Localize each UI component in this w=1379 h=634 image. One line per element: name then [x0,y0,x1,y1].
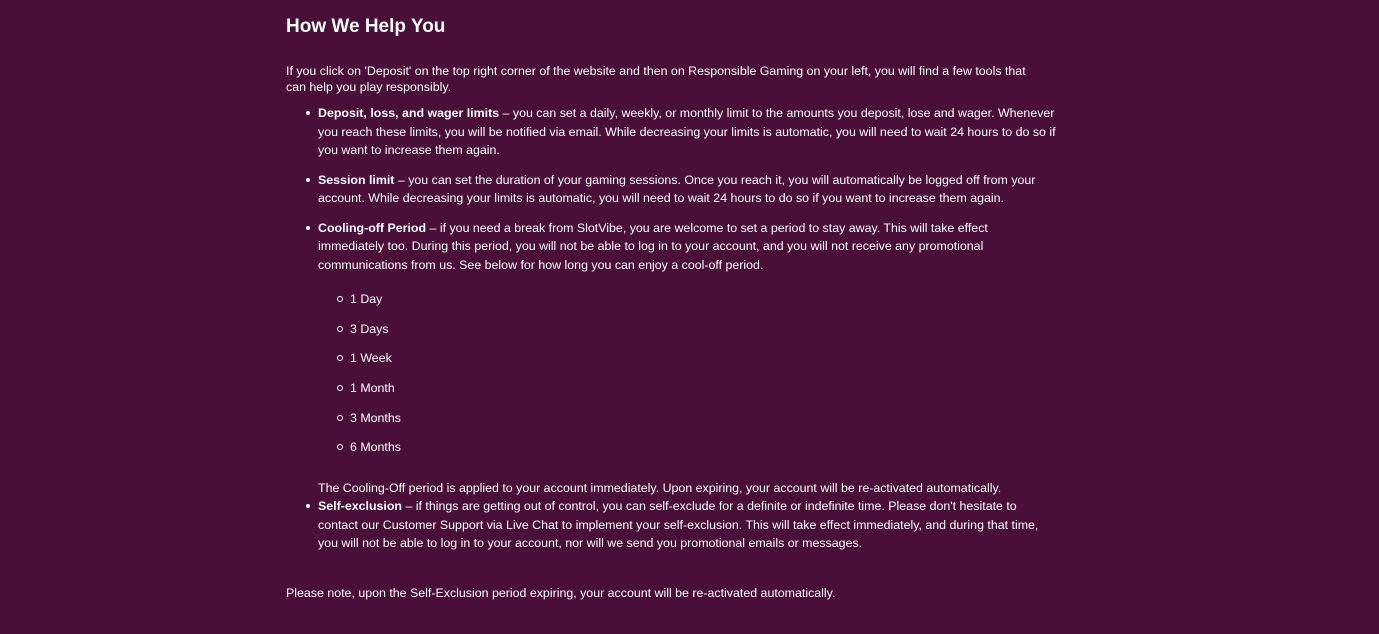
list-item: 1 Day [318,290,1056,309]
list-item: 3 Days [318,320,1056,339]
tools-list [286,104,1056,457]
self-exclusion-footer-note: Please note, upon the Self-Exclusion period expiring, your account will be re-activated automatically. [286,585,836,600]
tool-title: Session limit [318,172,395,187]
tool-description: – if you need a break from SlotVibe, you are welcome to set a period to stay away. This will take effect immediately too. During this period, you will not be able to log in to your account, and you will not receive any promotional communications from us. See below for how long you can enjoy a cool-off period. [318,220,988,272]
tool-item-session-limit [286,171,1056,208]
list-item: 6 Months [318,438,1056,457]
list-item: 1 Week [318,349,1056,368]
cooling-periods-list [318,290,1056,457]
tool-description: – you can set a daily, weekly, or monthly limit to the amounts you deposit, lose and wager. Whenever you reach these limits, you will be notified via email. While decreasing your limits is automatic, you will need to wait 24 hours to do so if you want to increase them again. [318,106,1056,157]
tool-title: Deposit, loss, and wager limits [318,106,500,120]
tool-item-self-exclusion [286,497,1056,553]
tool-description: – you can set the duration of your gaming sessions. Once you reach it, you will automatically be logged off from your account. While decreasing your limits is automatic, you will need to wait 24 hours to do so if you want to increase them again. [318,172,1036,205]
tool-item-deposit-limits [286,104,1056,160]
list-item: 3 Months [318,409,1056,428]
intro-paragraph: If you click on 'Deposit' on the top right corner of the website and then on Responsible Gaming on your left, you will find a few tools that can help you play responsibly. [286,64,1026,94]
responsible-gaming-section [286,0,1056,602]
list-item: 1 Month [318,379,1056,398]
tool-description: – if things are getting out of control, you can self-exclude for a definite or indefinite time. Please don't hesitate to contact our Customer Support via Live Chat to implement your self-exclusion. This will take effect immediately, and during that time, you will not be able to log in to your account, nor will we send you promotional emails or messages. [318,499,1039,551]
tool-title: Self-exclusion [318,499,403,514]
tool-item-cooling-off [286,219,1056,457]
page-title: How We Help You [286,16,446,37]
cooling-off-note: The Cooling-Off period is applied to your account immediately. Upon expiring, your account will be re-activated automatically. [318,480,1002,495]
tools-list-continued [286,497,1056,553]
tool-title: Cooling-off Period [318,220,427,235]
